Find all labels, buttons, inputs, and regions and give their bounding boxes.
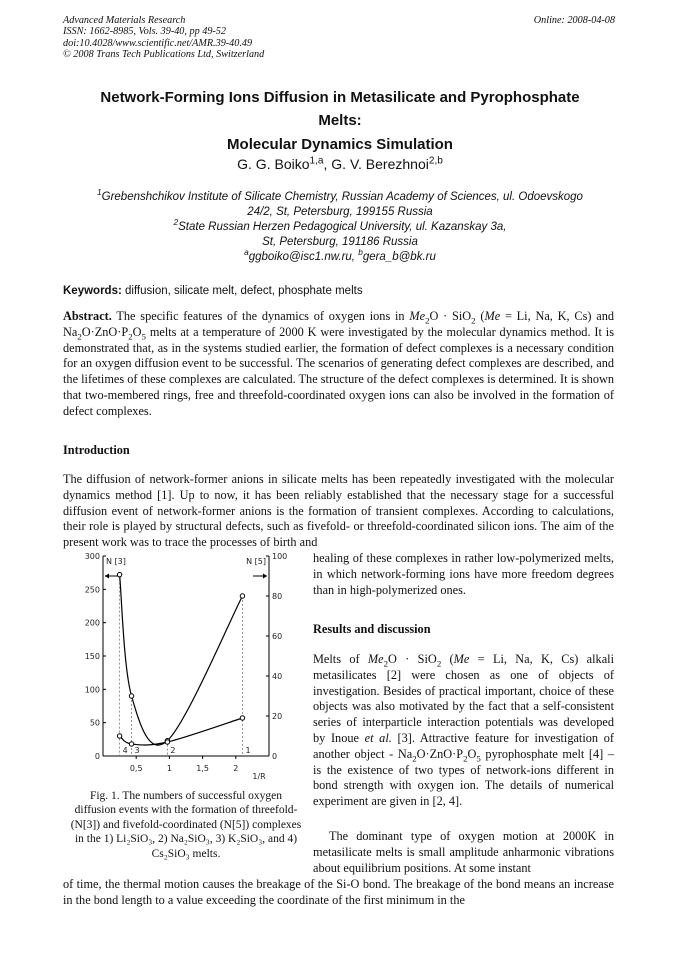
et-al: et al.: [364, 730, 392, 745]
x-tick-label: 1,5: [196, 764, 209, 773]
title-line-2: Melts:: [318, 112, 362, 129]
email-2[interactable]: gera_b@bk.ru: [362, 251, 436, 263]
introduction-heading: Introduction: [63, 443, 130, 457]
y-left-tick-label: 100: [84, 685, 100, 695]
y-right-tick-label: 20: [272, 712, 283, 721]
right-axis-arrow-head: [263, 574, 267, 579]
authors: [60, 156, 620, 172]
right-axis-label: N [5]: [246, 557, 266, 566]
introduction-text: The diffusion of network-former anions in silicate melts has been repeatedly investigated with the molecular dynamics method [1]. Up to now, it has been reliably established that the necessary stage for a successful diffusion event of network-former anions is the formation of transient complexes. According to calculations, their role is played by structural defects, such as fivefold- or threefold-coordinated silicon ions. The aim of the present work was to trace the processes of birth and: [63, 472, 614, 550]
doi: doi:10.4028/www.scientific.net/AMR.39-40.49: [63, 37, 253, 49]
point-label: 1: [245, 746, 251, 755]
author-sep: ,: [323, 156, 332, 172]
point-label: 2: [170, 746, 176, 755]
keywords: [63, 285, 363, 297]
author-2: G. V. Berezhnoi: [331, 156, 429, 172]
results-text-c: (: [441, 652, 454, 666]
issn: ISSN: 1662-8985, Vols. 39-40, pp 49-52: [63, 26, 226, 38]
paper-title: [60, 86, 620, 156]
email-sup-a: a: [244, 248, 249, 258]
author-1-sup: 1,a: [309, 155, 324, 167]
point-label: 4: [122, 746, 128, 755]
x-tick-label: 1: [166, 764, 172, 773]
title-line-1: Network-Forming Ions Diffusion in Metasilicate and Pyrophosphate: [100, 89, 580, 106]
affil-line-2: 24/2, St, Petersburg, 199155 Russia: [247, 206, 433, 218]
title-line-3: Molecular Dynamics Simulation: [227, 136, 453, 153]
figure-caption: Fig. 1. The numbers of successful oxygen diffusion events with the formation of threefold- (N[3]) and fivefold-coordinated (N[5]) complexes in the 1) Li₂SiO₃, 2) Na₂SiO₃, 3) K₂SiO₃, and 4) Cs₂SiO₃ melts.: [70, 790, 302, 860]
results-text-d: = Li, Na, K, Cs) alkali metasilicates [2] were chosen as one of objects of investigation. Besides of practical important, choice of these objects was also motivated by the fact that a self-consistent series of interparticle interaction potentials was developed by Inoue: [313, 652, 614, 745]
affil-line-3: State Russian Herzen Pedagogical University, ul. Kazanskay 3a,: [178, 221, 507, 233]
y-right-tick-label: 100: [272, 552, 288, 561]
abstract-text-1: The specific features of the dynamics of oxygen ions in: [111, 309, 410, 323]
abstract-text-6: O: [132, 324, 142, 339]
chem-me: Me: [453, 652, 470, 666]
y-left-tick-label: 0: [94, 752, 100, 761]
author-1: G. G. Boiko: [237, 156, 310, 172]
chem-me: Me: [409, 309, 426, 323]
chem-me: Me: [367, 652, 384, 666]
y-right-tick-label: 40: [272, 672, 283, 681]
chem-sub: 2: [77, 331, 82, 342]
email-1[interactable]: ggboiko@isc1.nw.ru,: [248, 251, 359, 263]
keywords-text: diffusion, silicate melt, defect, phosphate melts: [121, 285, 363, 297]
y-left-tick-label: 150: [84, 652, 100, 661]
chem-sub: 2: [425, 315, 430, 326]
affil-line-1: Grebenshchikov Institute of Silicate Chemistry, Russian Academy of Sciences, ul. Odoevskogo: [101, 191, 583, 203]
results-paragraph-2: The dominant type of oxygen motion at 2000K in metasilicate melts is small amplitude anharmonic vibrations about equilibrium positions. At some instant: [313, 829, 614, 875]
x-tick-label: 2: [233, 764, 239, 773]
chem-sub: 2: [412, 753, 417, 764]
results-text-a: Melts of: [313, 652, 368, 666]
data-point-n3: [117, 572, 121, 576]
introduction-continued: healing of these complexes in rather low-polymerized melts, in which network-forming ions have more freedom degrees than in high-polymerized ones.: [313, 551, 614, 597]
chem-sub: 2: [436, 658, 442, 669]
chem-sub: 2: [463, 753, 468, 764]
point-label: 3: [134, 746, 140, 755]
results-text-h: pyrophosphate melt [4] – is the existence of two types of network-ions different in bond strength with oxygen ion. The details of numerical experiment are given in [2, 4].: [313, 746, 615, 809]
data-point-n3: [240, 594, 244, 598]
abstract-text-2: · SiO: [438, 309, 472, 323]
y-right-tick-label: 80: [272, 592, 283, 601]
left-axis-arrow-head: [105, 574, 109, 579]
chem-o: O: [429, 309, 439, 323]
chem-sub: 2: [383, 658, 389, 669]
abstract-text-4: = Li, Na, K, Cs) and Na: [63, 309, 614, 339]
keywords-label: Keywords:: [63, 285, 122, 297]
data-point-n5: [240, 716, 244, 720]
affil-sup-2: 2: [173, 218, 179, 228]
series-line-n3: [120, 575, 243, 745]
affil-line-4: St, Petersburg, 191186 Russia: [262, 236, 418, 248]
results-text-g: O: [467, 746, 477, 761]
data-point-n5: [165, 740, 169, 744]
email-sup-b: b: [358, 248, 363, 258]
chem-o: O: [388, 652, 397, 666]
online-date: Online: 2008-04-08: [533, 15, 615, 26]
x-axis-label: 1/R: [252, 772, 266, 781]
y-right-tick-label: 0: [272, 752, 278, 761]
abstract: [63, 309, 614, 420]
affiliations: [60, 190, 620, 265]
author-2-sup: 2,b: [428, 155, 443, 167]
journal-info: [63, 15, 264, 61]
y-left-tick-label: 50: [89, 718, 100, 728]
results-text-b: · SiO: [396, 652, 437, 666]
affil-sup-1: 1: [97, 188, 102, 198]
abstract-text-5: O·ZnO·P: [81, 324, 129, 339]
data-point-n3: [129, 694, 133, 698]
y-left-tick-label: 200: [84, 618, 100, 628]
abstract-label: Abstract.: [63, 309, 112, 323]
y-left-tick-label: 300: [84, 552, 100, 561]
data-point-n5: [117, 734, 121, 738]
figure-1-chart: [66, 546, 306, 782]
left-axis-label: N [3]: [106, 557, 126, 566]
results-paragraph-3: of time, the thermal motion causes the breakage of the Si-O bond. The breakage of the bond means an increase in the bond length to a value exceeding the coordinate of the first minimum in the: [63, 877, 614, 907]
abstract-text-7: melts at a temperature of 2000 K were investigated by the molecular dynamics method. It is demonstrated that, as in the systems studied earlier, the formation of defect complexes is a necessary condition for an oxygen diffusion event to be successful. The scenarios of generating defect complexes are described, and the lifetimes of these complexes are calculated. The structure of the defect complexes is determined. It is shown that two-membered rings, free and threefold-coordinated oxygen ions can also be involved in the formation of defect complexes.: [63, 324, 614, 418]
results-paragraph-1: [313, 652, 614, 810]
y-left-tick-label: 250: [84, 585, 100, 595]
chem-me: Me: [484, 309, 501, 323]
chem-sub: 5: [476, 753, 481, 764]
chem-sub: 2: [128, 331, 133, 342]
abstract-text-3: (: [475, 309, 485, 323]
results-text-f: O·ZnO·P: [416, 746, 464, 761]
chem-sub: 2: [471, 315, 476, 326]
data-point-n5: [129, 742, 133, 746]
x-tick-label: 0,5: [129, 764, 143, 773]
results-text-e: [3]. Attractive feature for investigation of another object - Na: [313, 730, 614, 761]
chem-sub: 5: [141, 331, 146, 342]
results-heading: Results and discussion: [313, 622, 431, 636]
y-right-tick-label: 60: [272, 632, 283, 641]
journal-name: Advanced Materials Research: [63, 15, 186, 26]
copyright: © 2008 Trans Tech Publications Ltd, Switzerland: [63, 49, 265, 61]
